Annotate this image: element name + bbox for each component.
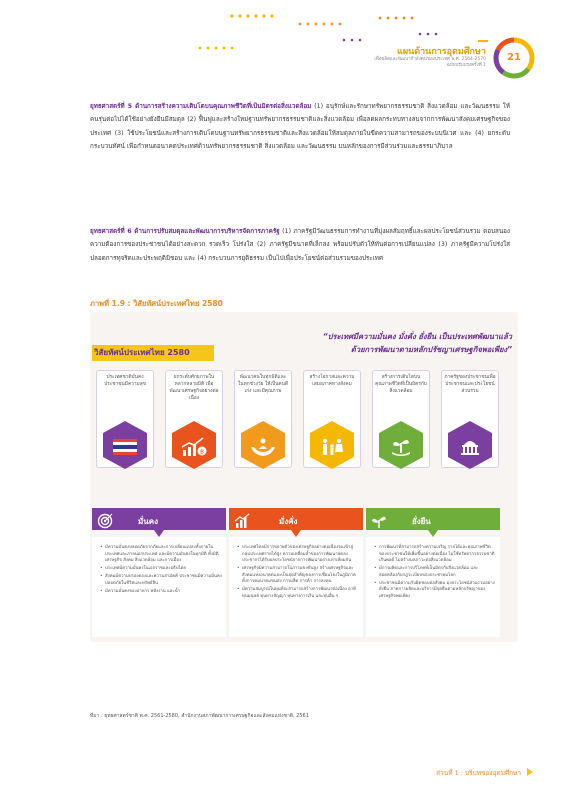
footer-arrow-icon [527,768,533,776]
vision-card-text: พัฒนาคนในทุกมิติและในทุกช่วงวัย ให้เป็นคนดี เก่ง และมีคุณภาพ [237,375,289,394]
vision-quote-line: ด้วยการพัฒนาตามหลักปรัชญาเศรษฐกิจพอเพียง” [350,345,512,354]
category-title-sustainability: ยั่งยืน [412,517,431,526]
header-subtitle-line: ฉบับปรับปรุงครั้งที่ 1 [446,63,486,68]
vision-quote [230,330,512,356]
strategy-6-body: (1) ภาครัฐมีวัฒนธรรมการทำงานที่มุ่งผลสัมฤทธิ์และผลประโยชน์ส่วนรวม ตอบสนองความต้องการของประชาชนได้อย่างสะดวก รวดเร็ว โปร่งใส (2) ภาครัฐมีขนาดที่เล็กลง พร้อมปรับตัวให้ทันต่อการเปลี่ยนแปลง (3) ภาครัฐมีความโปร่งใส ปลอดการทุจริตและประพฤติมิชอบ และ (4) กระบวนการยุติธรรม เป็นไปเพื่อประโยชน์ต่อส่วนรวมของประเทศ [90,228,510,262]
list-item: • ประชาชนมีความรับผิดชอบต่อสังคม มุ่งประโยชน์ส่วนรวมอย่างยั่งยืน ภาคการผลิตและบริการมีจุดยืนตามหลักปรัชญาของเศรษฐกิจพอเพียง [374,581,496,601]
vision-card-text: สร้างการเติบโตบนคุณภาพชีวิตที่เป็นมิตรกับสิ่งแวดล้อม [375,375,427,394]
category-title-prosperity: มั่งคั่ง [279,517,298,526]
strategy-5-paragraph [90,100,510,153]
list-item: • ประเทศไทยมีการขยายตัวของเศรษฐกิจอย่างต่อเนื่องจนเข้าสู่กลุ่มประเทศรายได้สูง ความเหลื่อมล้ำของการพัฒนาลดลง ประชากรได้รับผลประโยชน์จากการพัฒนาอย่างเท่าเทียมกัน [237,545,359,565]
strategy-5-heading: ยุทธศาสตร์ที่ 5 ด้านการสร้างความเติบโตบนคุณภาพชีวิตที่เป็นมิตรต่อสิ่งแวดล้อม [90,103,312,110]
category-list-security [92,537,226,637]
strategy-6-heading: ยุทธศาสตร์ที่ 6 ด้านการปรับสมดุลและพัฒนาการบริหารจัดการภาครัฐ [90,228,280,235]
vision-title: วิสัยทัศน์ประเทศไทย 2580 [94,348,190,357]
hands-people-icon [248,437,278,457]
strategy-6-paragraph [90,225,510,265]
list-item: • มีความมั่นคงของอาหาร พลังงาน และน้ำ [100,589,222,596]
plant-icon [386,437,416,457]
target-icon [97,513,113,529]
strategy-5-body: (1) อนุรักษ์และรักษาทรัพยากรธรรมชาติ สิ่งแวดล้อม และวัฒนธรรม ให้คนรุ่นต่อไปได้ใช้อย่างยั่งยืนมีสมดุล (2) ฟื้นฟูและสร้างใหม่ฐานทรัพยากรธรรมชาติและสิ่งแวดล้อม เพื่อลดผลกระทบทางลบจากการพัฒนาสังคมเศรษฐกิจของประเทศ (3) ใช้ประโยชน์และสร้างการเติบโตบนฐานทรัพยากรธรรมชาติและสิ่งแวดล้อมให้สมดุลภายในขีดความสามารถของระบบนิเวศ และ (4) ยกระดับกระบวนทัศน์ เพื่อกำหนดอนาคตประเทศด้านทรัพยากรธรรมชาติ สิ่งแวดล้อม และวัฒนธรรม บนหลักของการมีส่วนร่วมและธรรมาภิบาล [90,103,511,150]
sprout-icon [371,513,387,529]
government-building-icon [455,437,485,457]
vision-card-text: สร้างโอกาสและความเสมอภาคทางสังคม [309,375,355,387]
list-item: • มีความสมบูรณ์ในทุนที่จะสามารถสร้างการพัฒนาต่อเนื่อง อาทิ ทุนมนุษย์ ทุนทางปัญญา ทุนทางการเงิน และทุนอื่น ๆ [237,587,359,600]
list-item: • เศรษฐกิจมีความสามารถในการแข่งขันสูง สร้างเศรษฐกิจและสังคมแห่งอนาคตและเป็นจุดสำคัญของการเชื่อมโยงในภูมิภาคทั้งการคมนาคมขนส่ง การผลิต การค้า การลงทุน [237,566,359,586]
vision-quote-line: “ประเทศมีความมั่นคง มั่งคั่ง ยั่งยืน เป็นประเทศพัฒนาแล้ว [322,332,512,341]
rising-chart-icon [234,513,250,529]
vision-card-text: ประเทศชาติมั่นคง ประชาชนมีความสุข [104,375,146,387]
list-item: • มีความมั่นคงปลอดภัยจากภัยและการเปลี่ยนแปลงทั้งภายในประเทศและภายนอกประเทศ และมีความมั่นคงในทุกมิติ ทั้งมิติเศรษฐกิจ สังคม สิ่งแวดล้อม และการเมือง [100,545,222,565]
category-list-prosperity [229,537,363,637]
vision-card-text: ภาครัฐของประชาชนเพื่อประชาชนและประโยชน์ส่วนรวม [444,375,496,394]
footer-section-label: ส่วนที่ 1 : บริบทของอุดมศึกษา [436,769,521,777]
category-title-security: มั่นคง [138,517,158,526]
growth-chart-icon [179,437,209,457]
page-number: 21 [507,52,521,63]
list-item: • สังคมมีความปรองดองและความสามัคคี ประชาชนมีความมั่นคงปลอดภัยในชีวิตและทรัพย์สิน [100,574,222,587]
header-title: แผนด้านการอุดมศึกษา [397,47,486,57]
list-item: • มีการผลิตและการบริโภคที่เป็นมิตรกับสิ่งแวดล้อม และสอดคล้องกับกฎระเบียบของประชาคมโลก [374,566,496,579]
header-subtitle-line: เพื่อผลิตและพัฒนากำลังคนของประเทศ พ.ศ. 2564-2570 [374,57,486,62]
list-item: • การพัฒนาที่สามารถสร้างความเจริญ รายได้และคุณภาพชีวิตของประชาชนให้เพิ่มขึ้นอย่างต่อเนื่อง ไม่ใช้ทรัพยากรธรรมชาติเกินพอดี ไม่สร้างมลภาวะต่อสิ่งแวดล้อม [374,545,496,565]
vision-card-text: ยกระดับศักยภาพในหลากหลายมิติ เพื่อพัฒนาเศรษฐกิจอย่างต่อเนื่อง [169,375,219,401]
category-list-sustainability [366,537,500,637]
figure-label: ภาพที่ 1.9 : วิสัยทัศน์ประเทศไทย 2580 [90,299,223,308]
header-subtitle [0,57,486,69]
family-icon [317,437,347,457]
list-item: • ประเทศมีความมั่นคงในเอกราชและอธิปไตย [100,566,222,573]
flag-icon [110,437,140,457]
figure-source: ที่มา : ยุทธศาสตร์ชาติ พ.ศ. 2561-2580, สำนักงานสภาพัฒนาการเศรษฐกิจและสังคมแห่งชาติ, 2561 [90,713,309,719]
svg-text:฿: ฿ [200,448,204,456]
